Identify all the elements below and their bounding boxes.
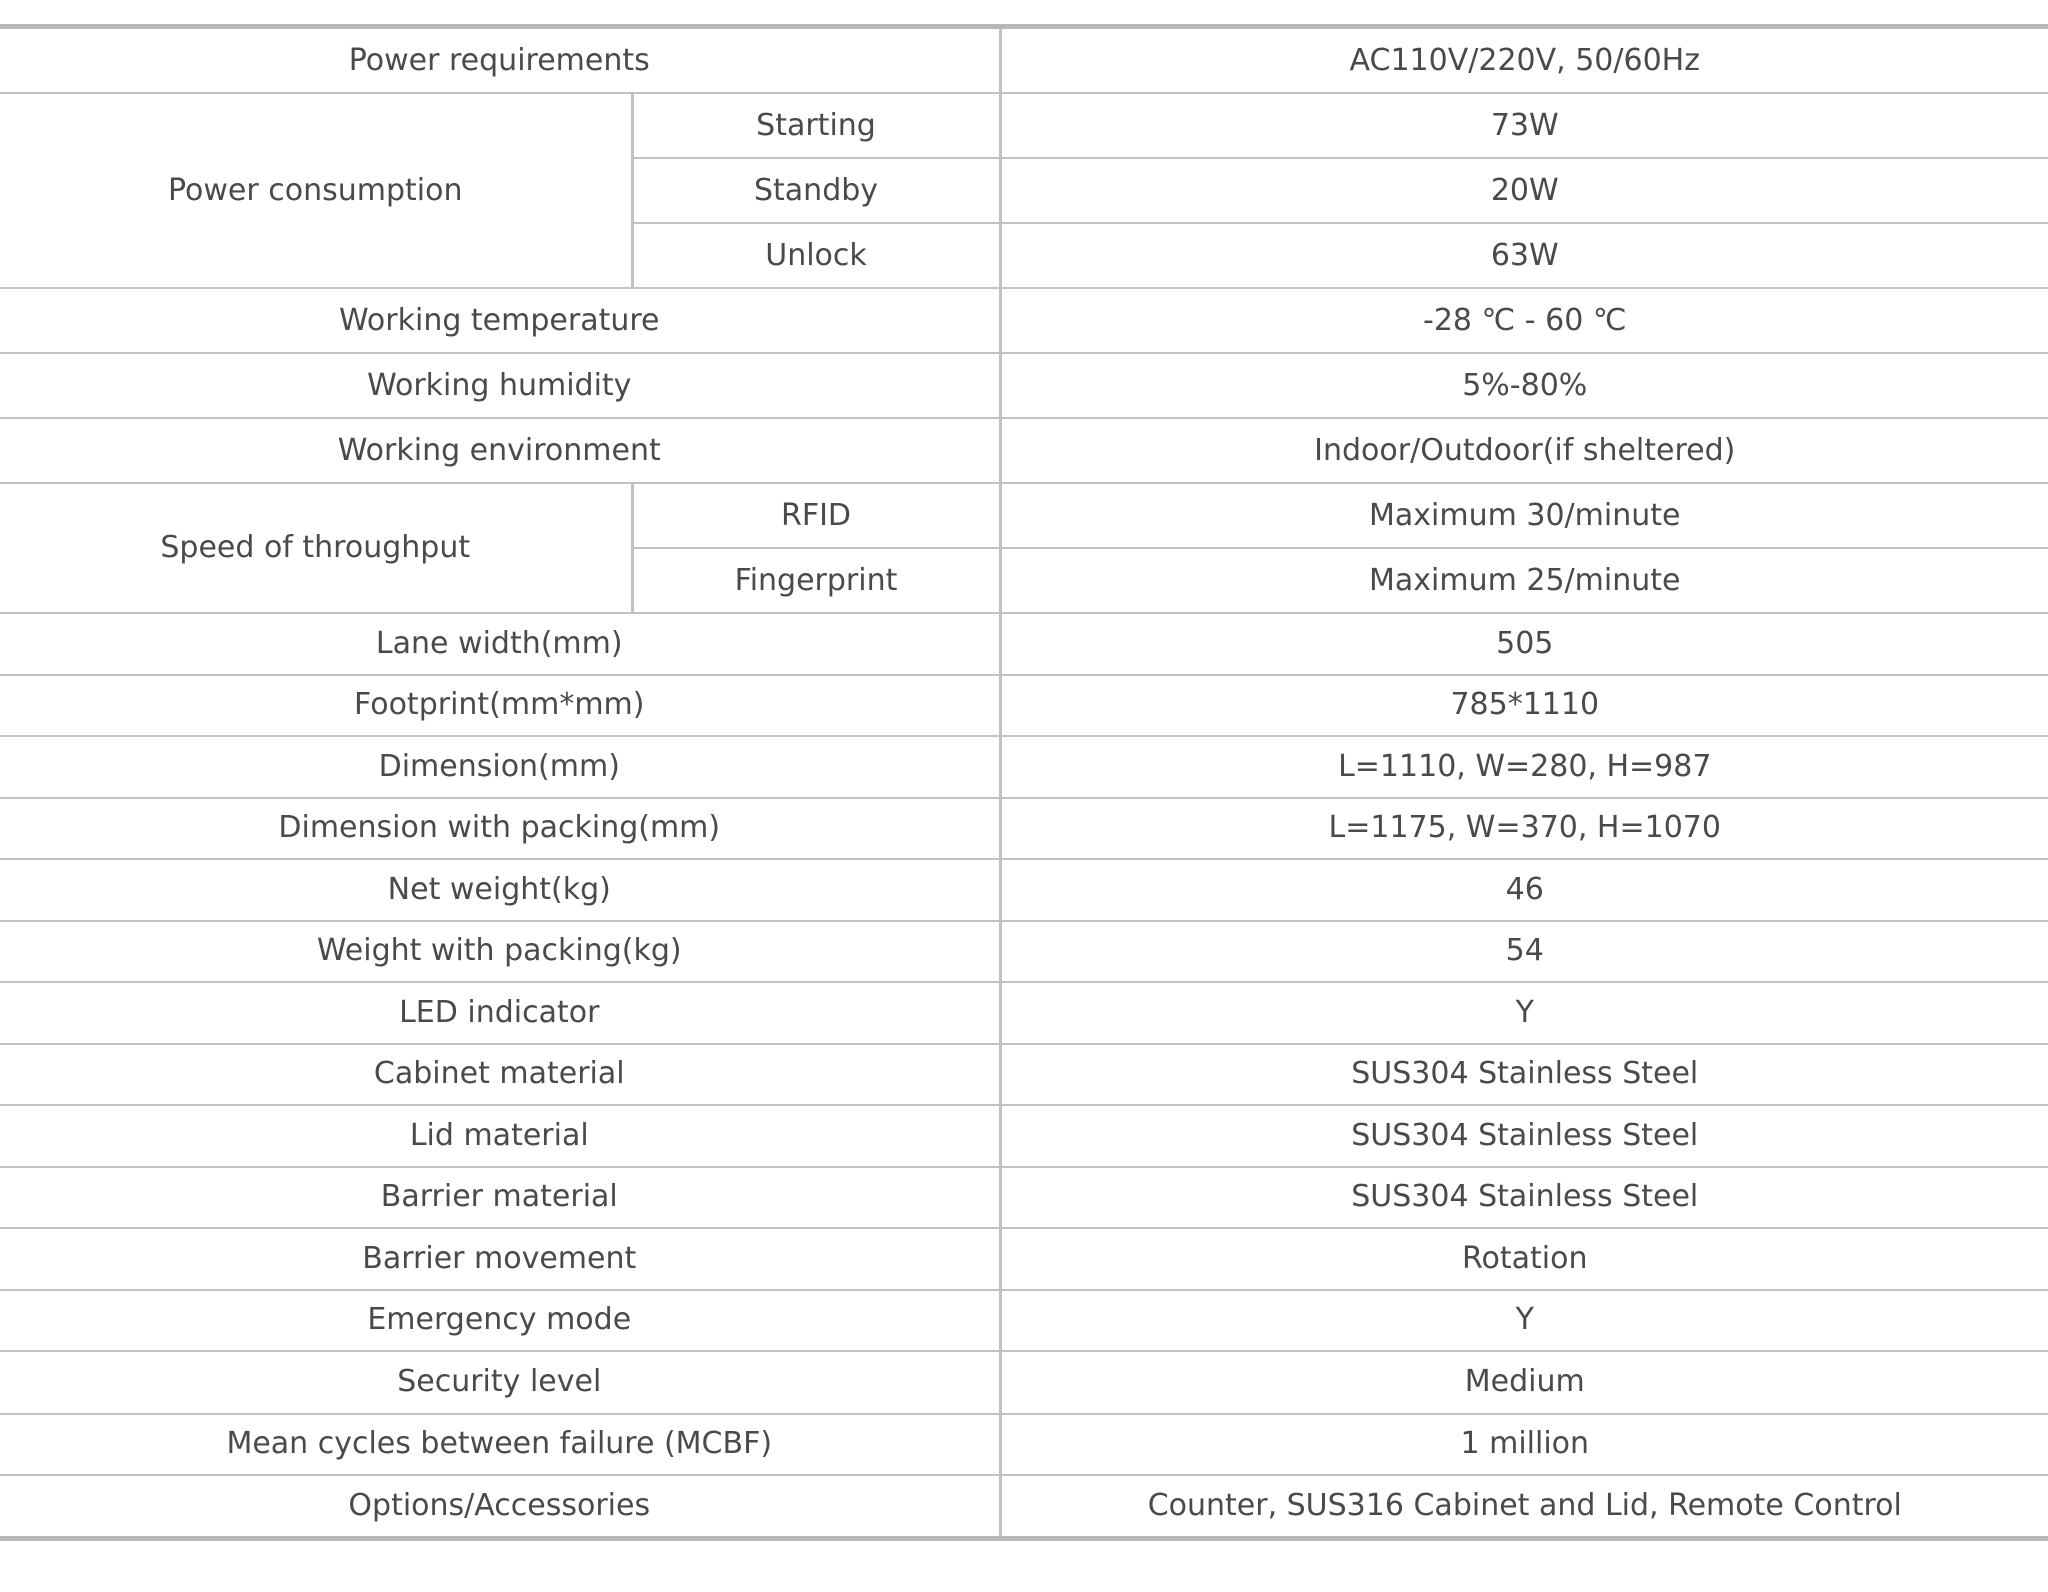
spec-value: 46 [1000, 859, 2048, 921]
table-row [0, 1044, 2048, 1106]
table-row [0, 27, 2048, 94]
table-row [0, 613, 2048, 675]
spec-label: Working environment [0, 418, 1000, 483]
spec-label: Security level [0, 1351, 1000, 1414]
spec-label: Emergency mode [0, 1290, 1000, 1352]
spec-value: Y [1000, 982, 2048, 1044]
spec-label: Net weight(kg) [0, 859, 1000, 921]
table-row [0, 1167, 2048, 1229]
spec-group-label: Power consumption [0, 93, 632, 288]
table-row [0, 1228, 2048, 1290]
spec-value: L=1110, W=280, H=987 [1000, 736, 2048, 798]
spec-sub-label: Unlock [632, 223, 1000, 288]
spec-value: Indoor/Outdoor(if sheltered) [1000, 418, 2048, 483]
spec-value: Counter, SUS316 Cabinet and Lid, Remote Control [1147, 1487, 1902, 1523]
spec-value: Y [1000, 1290, 2048, 1352]
spec-value: -28 ℃ - 60 ℃ [1000, 288, 2048, 353]
spec-sub-label: Starting [632, 93, 1000, 158]
spec-value: SUS304 Stainless Steel [1000, 1167, 2048, 1229]
spec-label: Options/Accessories [0, 1475, 1000, 1538]
table-row [0, 288, 2048, 353]
table-row [0, 1290, 2048, 1352]
spec-label: Lid material [0, 1105, 1000, 1167]
spec-value: L=1175, W=370, H=1070 [1000, 798, 2048, 860]
table-row [0, 1351, 2048, 1414]
spec-value: 63W [1000, 223, 2048, 288]
spec-value: Maximum 25/minute [1000, 548, 2048, 613]
spec-value: 505 [1000, 613, 2048, 675]
table-row [0, 1414, 2048, 1476]
spec-label: Cabinet material [0, 1044, 1000, 1106]
table-row [0, 736, 2048, 798]
table-row [0, 483, 2048, 548]
spec-value: Medium [1000, 1351, 2048, 1414]
table-row [0, 798, 2048, 860]
spec-label: Footprint(mm*mm) [0, 675, 1000, 737]
spec-table [0, 24, 2048, 1541]
spec-sub-label: Fingerprint [632, 548, 1000, 613]
spec-label: Mean cycles between failure (MCBF) [0, 1414, 1000, 1476]
spec-label: Working humidity [0, 353, 1000, 418]
table-row [0, 675, 2048, 737]
spec-label: Dimension(mm) [0, 736, 1000, 798]
spec-value: SUS304 Stainless Steel [1000, 1105, 2048, 1167]
table-row [0, 982, 2048, 1044]
spec-sub-label: Standby [632, 158, 1000, 223]
table-row [0, 353, 2048, 418]
spec-value: Rotation [1000, 1228, 2048, 1290]
spec-label: Power requirements [0, 27, 1000, 94]
spec-value: AC110V/220V, 50/60Hz [1000, 27, 2048, 94]
spec-label: LED indicator [0, 982, 1000, 1044]
spec-label: Weight with packing(kg) [0, 921, 1000, 983]
spec-value: 785*1110 [1000, 675, 2048, 737]
table-row [0, 921, 2048, 983]
spec-label: Working temperature [0, 288, 1000, 353]
spec-value: SUS304 Stainless Steel [1000, 1044, 2048, 1106]
spec-sub-label: RFID [632, 483, 1000, 548]
spec-value: 1 million [1000, 1414, 2048, 1476]
spec-value: 54 [1000, 921, 2048, 983]
spec-value: 73W [1000, 93, 2048, 158]
spec-label: Barrier movement [0, 1228, 1000, 1290]
table-row [0, 93, 2048, 158]
table-row [0, 418, 2048, 483]
table-row [0, 859, 2048, 921]
spec-value: 20W [1000, 158, 2048, 223]
spec-label: Lane width(mm) [0, 613, 1000, 675]
table-row [0, 1475, 2048, 1538]
spec-label: Dimension with packing(mm) [0, 798, 1000, 860]
table-row [0, 1105, 2048, 1167]
spec-value: Maximum 30/minute [1000, 483, 2048, 548]
spec-group-label: Speed of throughput [0, 483, 632, 613]
spec-value: 5%-80% [1000, 353, 2048, 418]
spec-label: Barrier material [0, 1167, 1000, 1229]
